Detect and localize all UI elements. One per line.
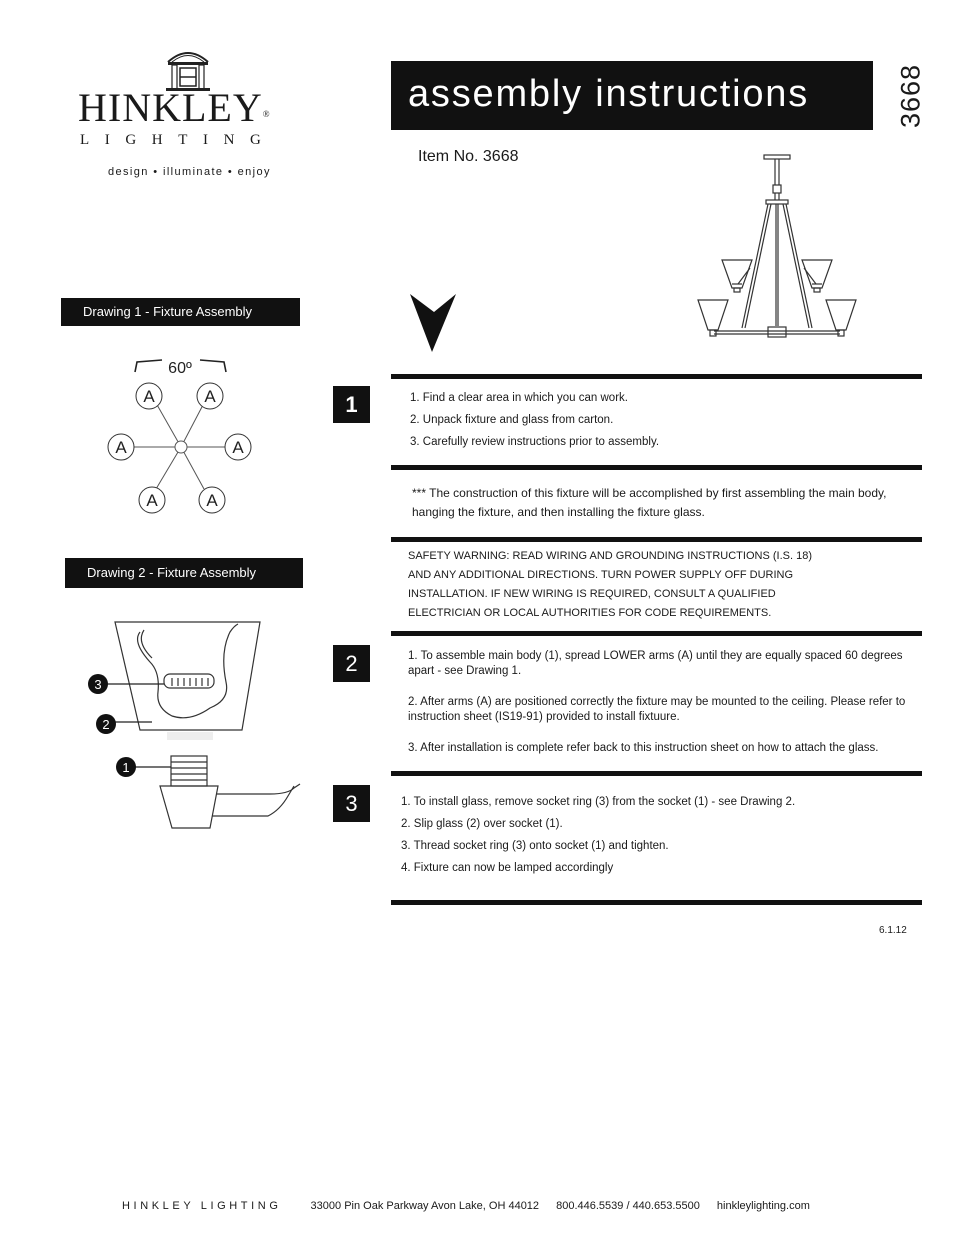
version-date: 6.1.12 bbox=[879, 925, 907, 936]
step-3-text bbox=[401, 791, 795, 879]
section-rule bbox=[391, 465, 922, 470]
step-line: 2. Slip glass (2) over socket (1). bbox=[401, 818, 563, 830]
step-2-para-1: 1. To assemble main body (1), spread LOWER arms (A) until they are equally spaced 60 degrees apart - see Drawing 1. bbox=[408, 650, 903, 677]
arm-label: A bbox=[204, 387, 216, 406]
drawing-2-label: Drawing 2 - Fixture Assembly bbox=[65, 558, 303, 588]
step-line: 1. To install glass, remove socket ring (3) from the socket (1) - see Drawing 2. bbox=[401, 796, 796, 808]
logo-wordmark: HINKLEY® bbox=[78, 85, 271, 130]
arm-label: A bbox=[232, 438, 244, 457]
section-rule bbox=[391, 374, 922, 379]
arm-label: A bbox=[143, 387, 155, 406]
chandelier-illustration bbox=[690, 150, 870, 340]
arm-label: A bbox=[115, 438, 127, 457]
safety-line: AND ANY ADDITIONAL DIRECTIONS. TURN POWER SUPPLY OFF DURING bbox=[408, 569, 794, 581]
arrow-down-icon bbox=[410, 292, 458, 354]
section-rule bbox=[391, 537, 922, 542]
safety-line: SAFETY WARNING: READ WIRING AND GROUNDING INSTRUCTIONS (I.S. 18) bbox=[408, 550, 812, 562]
step-line: 3. Carefully review instructions prior to assembly. bbox=[410, 436, 660, 448]
item-number: Item No. 3668 bbox=[418, 148, 519, 165]
side-item-number: 3668 bbox=[895, 63, 926, 129]
drawing-1-arm-diagram bbox=[100, 350, 265, 520]
step-line: 1. Find a clear area in which you can work. bbox=[410, 392, 628, 404]
safety-line: INSTALLATION. IF NEW WIRING IS REQUIRED, CONSULT A QUALIFIED bbox=[408, 588, 776, 600]
safety-warning bbox=[408, 547, 812, 623]
drawing-2-socket-diagram bbox=[80, 612, 305, 834]
section-rule bbox=[391, 631, 922, 636]
callout-socket: 1 bbox=[122, 760, 130, 775]
step-2-badge: 2 bbox=[333, 645, 370, 682]
logo-lighting: LIGHTING bbox=[80, 132, 277, 148]
step-line: 3. Thread socket ring (3) onto socket (1) and tighten. bbox=[401, 840, 669, 852]
step-2-para-2: 2. After arms (A) are positioned correctly the fixture may be mounted to the ceiling. Please refer to instruction sheet (IS19-91) provided to install fixtuure. bbox=[408, 696, 906, 723]
page-title: assembly instructions bbox=[408, 73, 810, 115]
arm-label: A bbox=[206, 491, 218, 510]
drawing-1-label: Drawing 1 - Fixture Assembly bbox=[61, 298, 300, 326]
callout-socket-ring: 3 bbox=[94, 677, 102, 692]
angle-label: 60º bbox=[168, 360, 192, 377]
step-line: 2. Unpack fixture and glass from carton. bbox=[410, 414, 614, 426]
safety-line: ELECTRICIAN OR LOCAL AUTHORITIES FOR CODE REQUIREMENTS. bbox=[408, 607, 772, 619]
step-1-text bbox=[410, 387, 659, 453]
step-2-para-3: 3. After installation is complete refer back to this instruction sheet on how to attach the glass. bbox=[408, 742, 879, 754]
footer-address: 33000 Pin Oak Parkway Avon Lake, OH 44012 bbox=[310, 1200, 540, 1212]
step-1-badge: 1 bbox=[333, 386, 370, 423]
footer-phone: 800.446.5539 / 440.653.5500 bbox=[556, 1200, 700, 1212]
section-rule bbox=[391, 771, 922, 776]
step-3-badge: 3 bbox=[333, 785, 370, 822]
footer-brand: HINKLEY LIGHTING bbox=[122, 1200, 282, 1212]
arm-label: A bbox=[146, 491, 158, 510]
construction-note: *** The construction of this fixture will be accomplished by first assembling the main body, hanging the fixture, and then installing the fixture glass. bbox=[412, 486, 887, 519]
footer bbox=[122, 1199, 810, 1213]
callout-glass: 2 bbox=[102, 717, 110, 732]
logo-tagline: design • illuminate • enjoy bbox=[108, 166, 271, 178]
registered-mark: ® bbox=[262, 109, 271, 119]
step-line: 4. Fixture can now be lamped accordingly bbox=[401, 862, 614, 874]
footer-website-link[interactable]: hinkleylighting.com bbox=[716, 1200, 810, 1212]
section-rule bbox=[391, 900, 922, 905]
